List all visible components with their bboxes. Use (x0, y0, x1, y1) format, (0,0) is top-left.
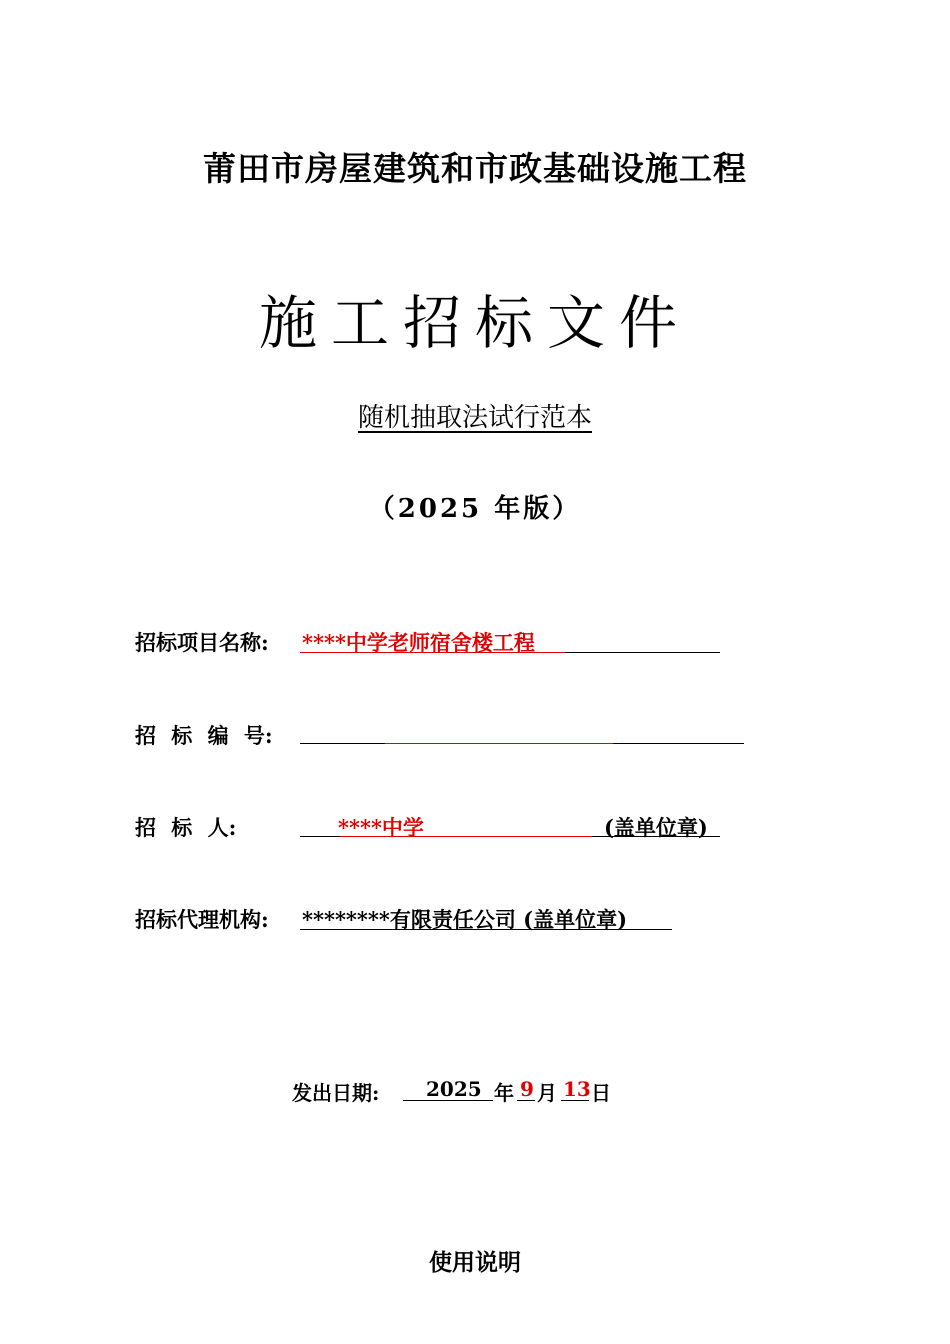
tenderer-underline-red (340, 836, 592, 837)
usage-instructions-heading: 使用说明 (429, 1249, 521, 1276)
agency-label: 招标代理机构: (135, 907, 269, 932)
document-subtitle (0, 397, 950, 434)
issue-date-month: 9 (520, 1077, 534, 1101)
issue-date-label: 发出日期: (292, 1081, 380, 1105)
tenderer-underline-right (592, 836, 720, 837)
document-title-main: 施工招标文件 (258, 289, 691, 357)
tender-no-underline-red (385, 743, 613, 744)
issue-date-day: 13 (563, 1077, 591, 1101)
project-name-value: ****中学老师宿舍楼工程 (302, 630, 535, 655)
tenderer-underline-left (300, 836, 340, 837)
tenderer-value: ****中学 (338, 815, 424, 840)
issue-date-year-unit: 年 (494, 1081, 514, 1105)
issue-date-year: 2025 (426, 1077, 482, 1101)
tender-no-label: 招 标 编 号: (135, 723, 273, 748)
issue-date-year-underline (403, 1100, 493, 1101)
project-name-underline (565, 652, 720, 653)
subtitle-text: 随机抽取法试行范本 (357, 403, 592, 433)
tenderer-seal-note: (盖单位章) (604, 815, 708, 840)
agency-underline (300, 929, 672, 930)
tender-no-underline-right (613, 743, 744, 744)
issue-date-month-unit: 月 (537, 1081, 557, 1105)
agency-value: ********有限责任公司 (盖单位章) (302, 907, 628, 932)
issue-date-day-underline (561, 1100, 589, 1101)
project-name-label: 招标项目名称: (135, 630, 269, 655)
project-name-underline-red (300, 652, 565, 653)
issue-date-day-unit: 日 (591, 1081, 611, 1105)
tender-no-underline-left (300, 743, 385, 744)
tenderer-label: 招 标 人: (135, 815, 237, 840)
document-title-line1: 莆田市房屋建筑和市政基础设施工程 (203, 149, 747, 188)
document-edition: （2025 年版） (368, 494, 582, 524)
issue-date-month-underline (517, 1100, 535, 1101)
